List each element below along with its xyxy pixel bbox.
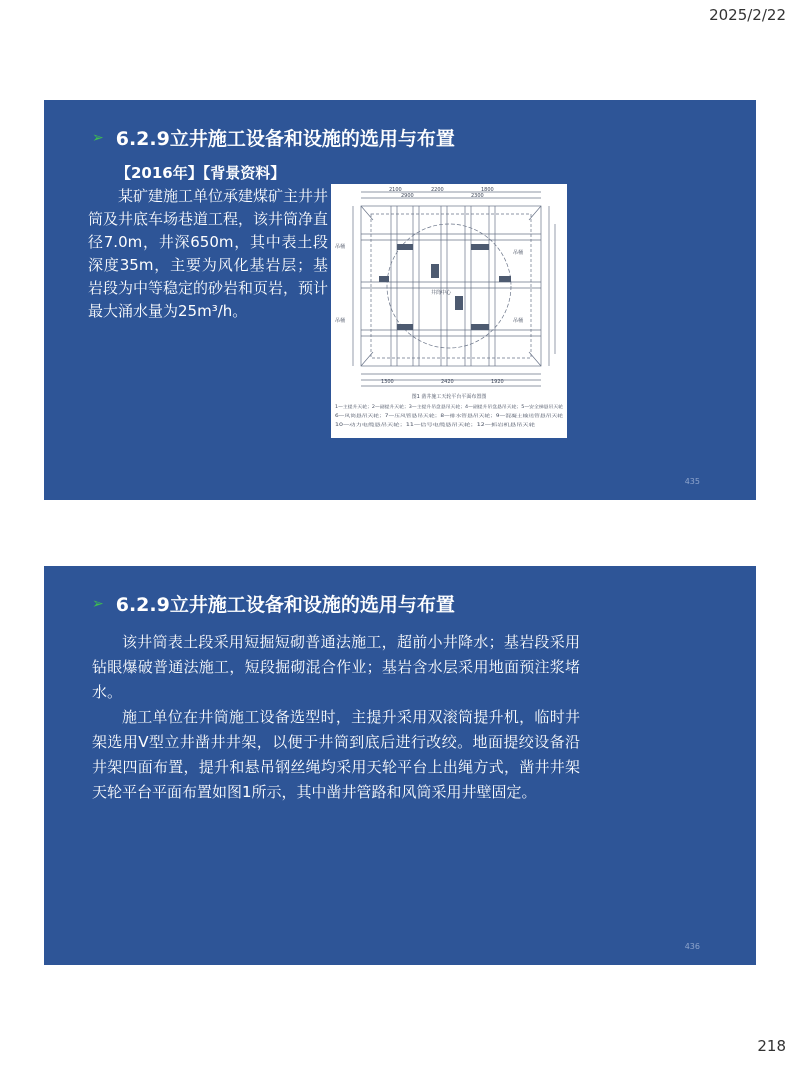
slide-title-text: 6.2.9立井施工设备和设施的选用与布置 — [115, 594, 455, 616]
slide-435 — [44, 100, 756, 500]
slide-number: 435 — [684, 477, 700, 486]
construction-text — [92, 630, 580, 805]
dim-label: 2200 — [431, 187, 444, 193]
slide-title — [92, 590, 455, 617]
paragraph: 该井筒表土段采用短掘短砌普通法施工，超前小井降水；基岩段采用钻眼爆破普通法施工，短段掘砌混合作业；基岩含水层采用地面预注浆堵水。 — [92, 633, 580, 701]
figure-legend-line: 6—风筒悬吊天轮；7—压风管悬吊天轮；8—排水管悬吊天轮；9—混凝土输送管悬吊天轮 — [335, 413, 501, 418]
bucket-label: 吊桶 — [335, 318, 346, 324]
figure-legend-line: 10—动力电缆悬吊天轮；11—信号电缆悬吊天轮；12—抓岩机悬吊天轮 — [335, 422, 469, 427]
slide-number: 436 — [684, 942, 700, 951]
platform-layout-figure — [331, 184, 567, 438]
layout-drawing — [331, 184, 567, 438]
shaft-center-label: 井筒中心 — [431, 290, 452, 296]
dim-label: 1800 — [481, 187, 494, 193]
background-text — [88, 162, 328, 323]
dim-label: 2900 — [401, 193, 414, 199]
page-date: 2025/2/22 — [709, 6, 786, 24]
arrow-bullet-icon: ➢ — [92, 595, 104, 612]
dim-label: 2100 — [389, 187, 402, 193]
dim-label: 1920 — [491, 379, 504, 385]
figure-legend-line: 1—主提升天轮；2—副提升天轮；3—主提升吊盘悬吊天轮；4—副提升吊盘悬吊天轮；5—安全梯悬吊天轮 — [335, 404, 533, 409]
bucket-label: 吊桶 — [513, 250, 524, 256]
page-number: 218 — [757, 1037, 786, 1055]
slide-title — [92, 124, 455, 151]
bucket-label: 吊桶 — [513, 318, 524, 324]
slide-title-text: 6.2.9立井施工设备和设施的选用与布置 — [115, 128, 455, 150]
arrow-bullet-icon: ➢ — [92, 129, 104, 146]
background-body: 某矿建施工单位承建煤矿主井井筒及井底车场巷道工程，该井筒净直径7.0m，井深650m，其中表土段深度35m，主要为风化基岩层；基岩段为中等稳定的砂岩和页岩，预计最大涌水量为25m³/h。 — [88, 187, 329, 320]
background-heading: 【2016年】【背景资料】 — [116, 164, 286, 182]
paragraph: 施工单位在井筒施工设备选型时，主提升采用双滚筒提升机，临时井架选用V型立井凿井井架，以便于井筒到底后进行改绞。地面提绞设备沿井架四面布置，提升和悬吊钢丝绳均采用天轮平台上出绳方式，凿井井架天轮平台平面布置如图1所示，其中凿井管路和风筒采用井壁固定。 — [92, 708, 580, 801]
figure-caption: 图1 凿井施工天轮平台平面布置图 — [411, 394, 487, 400]
dim-label: 1300 — [381, 379, 394, 385]
bucket-label: 吊桶 — [335, 244, 346, 250]
dim-label: 2420 — [441, 379, 454, 385]
dim-label: 2300 — [471, 193, 484, 199]
slide-436 — [44, 566, 756, 965]
